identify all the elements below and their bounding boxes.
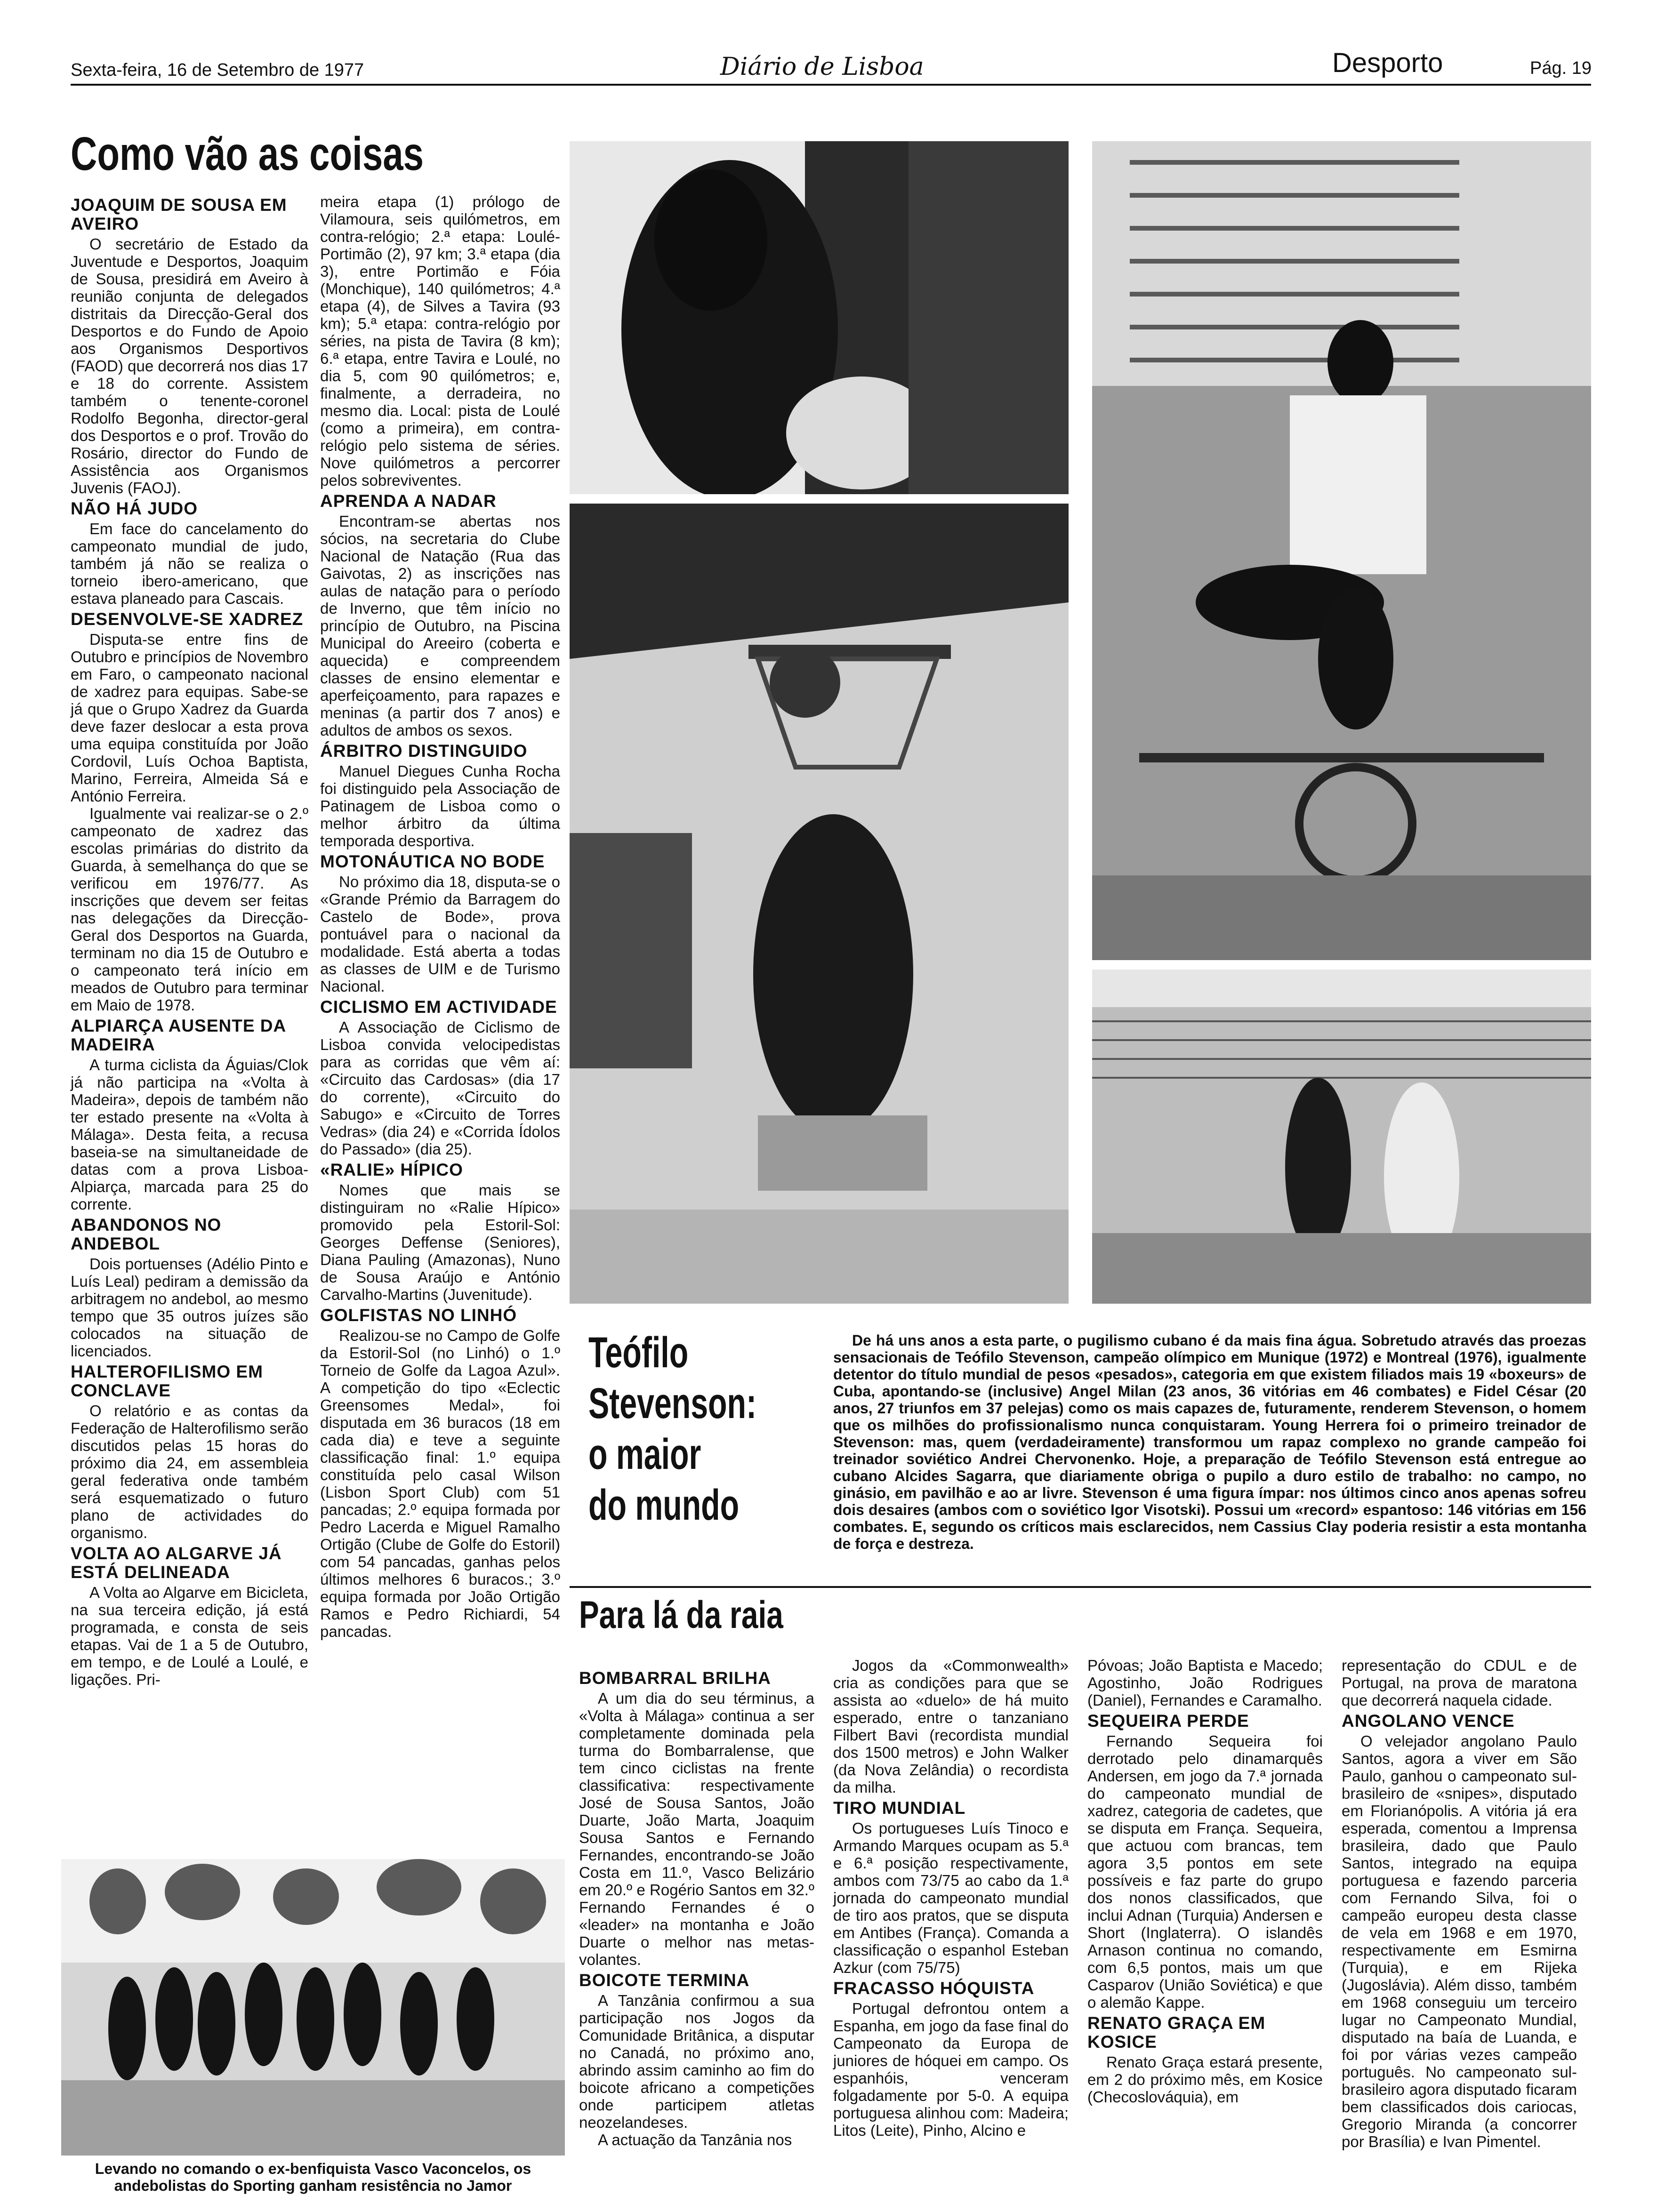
news-item: [320, 998, 560, 1158]
news-item: [833, 1657, 1069, 1796]
como-vao-col-2: [320, 193, 560, 1784]
photo-caption: Levando no comando o ex-benfiquista Vasco Vaconcelos, os andebolistas do Sporting ganham resistência no Jamor: [95, 2160, 531, 2194]
headline-line: o maior: [588, 1430, 701, 1478]
news-heading: SEQUEIRA PERDE: [1087, 1711, 1249, 1731]
news-text: Jogos da «Commonwealth» cria as condições para que se assista ao «duelo» de há muito esperado, entre o tanzaniano Filbert Bavi (recordista mundial dos 1500 metros) e John Walker (da Nova Zelândia) o recordista da milha.: [833, 1657, 1069, 1796]
raia-rule: [570, 1586, 1591, 1588]
news-text: Disputa-se entre fins de Outubro e princípios de Novembro em Faro, o campeonato nacional de xadrez para equipas. Sabe-se já que o Grupo Xadrez da Guarda deve fazer deslocar a esta prova uma equipa constituída por João Cordovil, Luís Ochoa Baptista, Marino, Ferreira, Almeida Sá e António Ferreira.: [71, 631, 308, 805]
news-item: [71, 1362, 308, 1541]
news-text: Fernando Sequeira foi derrotado pelo dinamarquês Andersen, em jogo da 7.ª jornada do campeonato mundial de xadrez, categoria de cadetes, que se disputa em França. Sequeira, que actuou com brancas, tem agora 3,5 pontos em sete possíveis e faz parte do grupo dos nonos classificados, que inclui Adnan (Turquia) Andersen e Short (Inglaterra). O islandês Arnason continua no comando, com 6,5 pontos, mais um que Casparov (União Soviética) e que o alemão Kappe.: [1087, 1732, 1323, 2011]
handball-team-running-photo: [61, 1859, 565, 2156]
raia-col-3: [1087, 1657, 1323, 2203]
news-heading: «RALIE» HÍPICO: [320, 1160, 463, 1179]
basketball-photo: [570, 504, 1069, 1304]
news-item: [1087, 2014, 1323, 2106]
news-text: No próximo dia 18, disputa-se o «Grande Prémio da Barragem do Castelo de Bode», prova pontuável para o nacional da modalidade. Está aberta a todas as classes de UIM e de Turismo Nacional.: [320, 873, 560, 995]
headline-line: do mundo: [588, 1481, 740, 1529]
news-heading: CICLISMO EM ACTIVIDADE: [320, 997, 557, 1017]
news-heading: BOICOTE TERMINA: [579, 1971, 750, 1990]
news-text: Em face do cancelamento do campeonato mundial de judo, também já não se realiza o torneio ibero-americano, que estava planeado para Cascais.: [71, 520, 308, 607]
news-heading: APRENDA A NADAR: [320, 491, 497, 511]
headline-line: Stevenson:: [588, 1379, 757, 1427]
news-heading: HALTEROFILISMO EM CONCLAVE: [71, 1362, 263, 1400]
news-item: [320, 852, 560, 995]
news-text: representação do CDUL e de Portugal, na prova de maratona que decorrerá naquela cidade.: [1342, 1657, 1577, 1709]
news-item: [71, 610, 308, 805]
section-name: Desporto: [1332, 48, 1443, 78]
runners-stadium-photo: [1092, 970, 1591, 1304]
news-item: [320, 1306, 560, 1640]
news-item: [1087, 1712, 1323, 2011]
news-item: [579, 1971, 814, 2131]
news-item: [833, 1979, 1069, 2139]
news-text: O secretário de Estado da Juventude e Desportos, Joaquim de Sousa, presidirá em Aveiro à reunião conjunta de delegados distritais da Direcção-Geral dos Desportos e do Fundo de Apoio aos Organismos Desportivos (FAOD) que decorrerá nos dias 17 e 18 do corrente. Assistem também o tenente-coronel Rodolfo Begonha, director-geral dos Desportos e o prof. Trovão do Rosário, director do Fundo de Assistência aos Organismos Juvenis (FAOJ).: [71, 235, 308, 497]
raia-col-2: [833, 1657, 1069, 2203]
news-item: [71, 1544, 308, 1688]
news-text: A Tanzânia confirmou a sua participação nos Jogos da Comunidade Britânica, a disputar no Canadá, no próximo ano, abrindo assim caminho ao fim do boicote africano a competições onde participem atletas neozelandeses.: [579, 1992, 814, 2131]
page-number: Pág. 19: [1530, 58, 1592, 78]
news-item: [320, 1161, 560, 1303]
header-date: Sexta-feira, 16 de Setembro de 1977: [71, 60, 364, 80]
news-item: [320, 742, 560, 850]
news-heading: MOTONÁUTICA NO BODE: [320, 852, 545, 871]
news-heading: RENATO GRAÇA EM KOSICE: [1087, 2013, 1266, 2052]
como-vao-col-1: [71, 193, 308, 1821]
column-title: Como vão as coisas: [71, 128, 424, 180]
news-item: [71, 805, 308, 1014]
feature-lead: [833, 1332, 1586, 1552]
news-text: A Volta ao Algarve em Bicicleta, na sua terceira edição, já está programada, e consta de seis etapas. Vai de 1 a 5 de Outubro, em tempo, e de Loulé a Loulé, e ligações. Pri-: [71, 1584, 308, 1688]
news-text: Manuel Diegues Cunha Rocha foi distinguido pela Associação de Patinagem de Lisboa como o melhor árbitro da última temporada desportiva.: [320, 762, 560, 850]
header-rule: [71, 84, 1591, 86]
news-text: Os portugueses Luís Tinoco e Armando Marques ocupam as 5.ª e 6.ª posição respectivamente, ambos com 73/75 ao cabo da 1.ª jornada do campeonato mundial de tiro aos pratos, que se disputa em Antibes (França). Comanda a classificação o espanhol Esteban Azkur (com 75/75): [833, 1819, 1069, 1976]
news-item: [71, 1216, 308, 1360]
feature-lead-text: De há uns anos a esta parte, o pugilismo cubano é da mais fina água. Sobretudo através das proezas sensacionais de Teófilo Stevenson, campeão olímpico em Munique (1972) e Montreal (1976), igualmente detentor do título mundial de pesos «pesados», categoria em que existem filiados mais 19 «boxeurs» de Cuba, apontando-se (inclusive) Angel Milan (23 anos, 36 vitórias em 46 combates) e Fidel César (20 anos, 27 triunfos em 37 pelejas) como os mais capazes de, futuramente, renderem Stevenson, o homem que os milhões do profissionalismo nunca conquistaram. Young Herrera foi o primeiro treinador de Stevenson: mas, quem (verdadeiramente) transformou um rapaz complexo no grande campeão foi treinador soviético Andrei Chervonenko. Hoje, a preparação de Teófilo Stevenson está entregue ao cubano Alcides Sagarra, que diariamente obriga o pupilo a duro estilo de trabalho: no campo, no ginásio, em pavilhão e ao ar livre. Stevenson é uma figura ímpar: nos últimos cinco anos apenas sofreu dois desaires (ambos com o soviético Igor Visotski). Possui um «record» espantoso: 146 vitórias em 156 combates. E, segundo os críticos mais esclarecidos, nem Cassius Clay poderia resistir a esta montanha de força e destreza.: [833, 1332, 1586, 1552]
news-item: [1342, 1712, 1577, 2150]
news-item: [320, 492, 560, 739]
news-text: Dois portuenses (Adélio Pinto e Luís Leal) pediram a demissão da arbitragem no andebol, ao mesmo tempo que 35 outros juízes são colocados na situação de licenciados.: [71, 1255, 308, 1360]
news-heading: ALPIARÇA AUSENTE DA MADEIRA: [71, 1016, 286, 1054]
raia-col-4: [1342, 1657, 1577, 2203]
news-heading: FRACASSO HÓQUISTA: [833, 1979, 1035, 1998]
news-heading: ABANDONOS NO ANDEBOL: [71, 1215, 222, 1253]
news-text: A turma ciclista da Águias/Clok já não participa na «Volta à Madeira», depois de também não ter estado presente na «Volta à Málaga». Desta feita, a recusa baseia-se na simultaneidade de datas com a prova Lisboa-Alpiarça, marcada para 25 do corrente.: [71, 1056, 308, 1213]
news-text: Realizou-se no Campo de Golfe da Estoril-Sol (no Linhó) o 1.º Torneio de Golfe da Lagoa Azul». A competição do tipo «Eclectic Greensomes Medal», foi disputada em 36 buracos (18 em cada dia) e teve a seguinte classificação final: 1.º equipa constituída pelo casal Wilson (Lisbon Sport Club) com 51 pancadas; 2.º equipa formada por Pedro Lacerda e Miguel Ramalho Ortigão (Clube de Golfe do Estoril) com 54 pancadas, ganhas pelos últimos melhores 6 buracos.; 3.º equipa formada por João Ortigão Ramos e Pedro Richiardi, 54 pancadas.: [320, 1327, 560, 1640]
news-text: A um dia do seu términus, a «Volta à Málaga» continua a ser completamente dominada pela turma do Bombarralense, que tem cinco ciclistas na frente classificativa: respectivamente José de Sousa Santos, João Duarte, João Marta, Joaquim Sousa Santos e Fernando Fernandes, encontrando-se João Costa em 11.º, Vasco Belizário em 20.º e Rogério Santos em 32.º Fernando Fernandes é o «leader» na montanha e João Duarte o melhor nas metas-volantes.: [579, 1690, 814, 1968]
raia-col-1: [579, 1666, 814, 2203]
news-heading: BOMBARRAL BRILHA: [579, 1668, 771, 1688]
news-text: O relatório e as contas da Federação de Halterofilismo serão discutidos pelas 15 horas do próximo dia 24, em assembleia geral federativa onde também será esquematizado o futuro plano de actividades do organismo.: [71, 1402, 308, 1541]
news-heading: DESENVOLVE-SE XADREZ: [71, 609, 304, 629]
news-item: [1087, 1657, 1323, 1709]
headline-line: Teófilo: [588, 1329, 689, 1377]
news-text: O velejador angolano Paulo Santos, agora a viver em São Paulo, ganhou o campeonato sul-brasileiro de «snipes», disputado em Florianópolis. A vitória já era esperada, comentou a Imprensa brasileira, dado que Paulo Santos, integrado na equipa portuguesa e fazendo parceria com Fernando Silva, foi o campeão europeu desta classe de vela em 1968 e em 1970, respectivamente em Esmirna (Turquia), e em Rijeka (Jugoslávia). Além disso, também em 1968 conseguiu um terceiro lugar no Campeonato Mundial, disputado na baía de Luanda, e foi por várias vezes campeão português. No campeonato sul-brasileiro agora disputado ficaram bem classificados dois cariocas, Gregorio Miranda (a concorrer por Brasília) e Ivan Pimentel.: [1342, 1732, 1577, 2150]
news-item: [833, 1799, 1069, 1976]
masthead: Diário de Lisboa: [720, 53, 924, 81]
news-item: [71, 1017, 308, 1213]
news-text: A Associação de Ciclismo de Lisboa convida velocipedistas para as corridas que vêm aí: «Circuito das Cardosas» (dia 17 do corrente), «Circuito do Sabugo» e «Circuito de Torres Vedras» (dia 24) e «Corrida Ídolos do Passado» (dia 25).: [320, 1018, 560, 1158]
news-text: Igualmente vai realizar-se o 2.º campeonato de xadrez das escolas primárias do distrito da Guarda, à semelhança do que se verificou em 1976/77. As inscrições que devem ser feitas nas delegações da Direcção-Geral dos Desportos na Guarda, terminam no dia 15 de Outubro e o campeonato terá início em meados de Outubro para terminar em Maio de 1978.: [71, 805, 308, 1014]
news-item: [579, 1669, 814, 1968]
news-text: Portugal defrontou ontem a Espanha, em jogo da fase final do Campeonato da Europa de juniores de hóquei em campo. Os espanhóis, venceram folgadamente por 5-0. A equipa portuguesa alinhou com: Madeira; Litos (Leite), Pinho, Alcino e: [833, 2000, 1069, 2139]
news-heading: TIRO MUNDIAL: [833, 1798, 966, 1818]
news-item: [1342, 1657, 1577, 1709]
boxer-portrait-photo: [570, 141, 1069, 494]
news-text: Nomes que mais se distinguiram no «Ralie Hípico» promovido pela Estoril-Sol: Georges Deffense (Seniores), Diana Pauling (Amazonas), Nuno de Sousa Araújo e António Carvalho-Martins (Juvenitude).: [320, 1181, 560, 1303]
raia-title: Para lá da raia: [579, 1594, 783, 1636]
news-heading: ANGOLANO VENCE: [1342, 1711, 1515, 1731]
news-item: [579, 2131, 814, 2148]
news-text: Póvoas; João Baptista e Macedo; Agostinho, João Rodrigues (Daniel), Fernandes e Caramalho.: [1087, 1657, 1323, 1709]
news-heading: JOAQUIM DE SOUSA EM AVEIRO: [71, 195, 287, 233]
news-item: [71, 499, 308, 607]
news-text: Renato Graça estará presente, em 2 do próximo mês, em Kosice (Checoslováquia), em: [1087, 2053, 1323, 2106]
news-heading: GOLFISTAS NO LINHÓ: [320, 1306, 517, 1325]
news-text: Encontram-se abertas nos sócios, na secretaria do Clube Nacional de Natação (Rua das Gaivotas, 2) as inscrições nas aulas de natação para o período de Inverno, que têm início no princípio de Outubro, na Piscina Municipal do Areeiro (coberta e aquecida) e compreendem classes de ensino elementar e aperfeiçoamento, para rapazes e meninas (a partir dos 7 anos) e adultos de ambos os sexos.: [320, 513, 560, 739]
cyclist-training-photo: [1092, 141, 1591, 960]
news-heading: VOLTA AO ALGARVE JÁ ESTÁ DELINEADA: [71, 1544, 282, 1582]
news-item: [320, 193, 560, 489]
news-text: meira etapa (1) prólogo de Vilamoura, seis quilómetros, em contra-relógio; 2.ª etapa: Loulé-Portimão (2), 97 km; 3.ª etapa (dia 3), entre Portimão e Fóia (Monchique), 140 quilómetros; 4.ª etapa (4), de Silves a Tavira (93 km); 5.ª etapa: contra-relógio por séries, na pista de Tavira (8 km); 6.ª etapa, entre Tavira e Loulé, no dia 5, com 90 quilómetros; e, finalmente, a derradeira, no mesmo dia. Local: pista de Loulé (como a primeira), em contra-relógio pelo sistema de séries. Nove quilómetros a percorrer pelos sobreviventes.: [320, 193, 560, 489]
news-item: [71, 196, 308, 497]
feature-headline: [588, 1327, 822, 1531]
news-heading: ÁRBITRO DISTINGUIDO: [320, 741, 528, 761]
news-heading: NÃO HÁ JUDO: [71, 499, 198, 518]
news-text: A actuação da Tanzânia nos: [598, 2131, 792, 2148]
